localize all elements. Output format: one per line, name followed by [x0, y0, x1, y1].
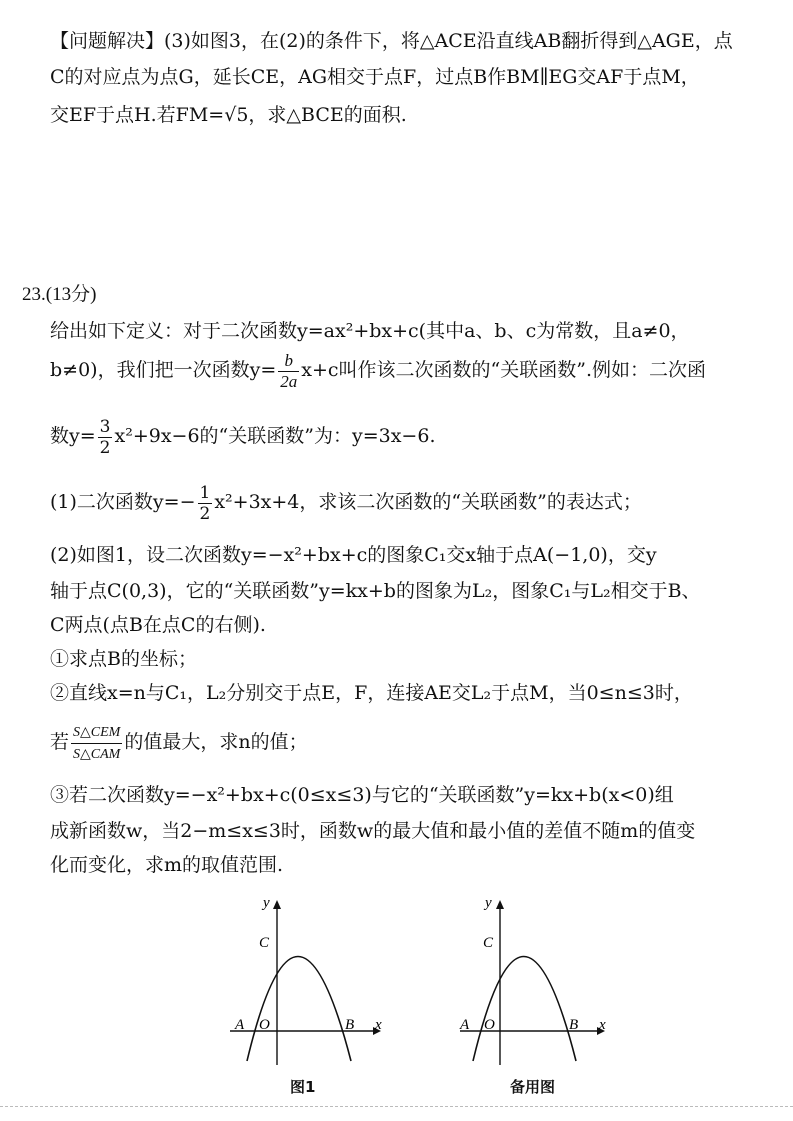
sub-question-2-line-2 [50, 716, 308, 768]
point-c-label: C [483, 935, 494, 951]
y-axis-label: y [263, 895, 270, 911]
definition-line-2 [50, 346, 706, 394]
part-2-line-2: 轴于点C(0,3)，它的“关联函数”y=kx+b的图象为L₂，图象C₁与L₂相交于B、 [50, 580, 701, 602]
definition-line-2-part-a: b≠0)，我们把一次函数y= [50, 359, 277, 381]
part-1-part-b: x²+3x+4，求该二次函数的“关联函数”的表达式； [214, 491, 642, 513]
point-b-label: B [345, 1017, 355, 1033]
sub-question-2-prefix: 若 [50, 731, 70, 753]
x-axis-label: x [599, 1017, 606, 1033]
fraction-denominator: 2a [280, 371, 298, 391]
fraction-area-ratio [71, 722, 122, 765]
fraction-numerator: b [284, 350, 293, 370]
point-a-label: A [460, 1017, 470, 1033]
definition-line-1: 给出如下定义：对于二次函数y=ax²+bx+c(其中a、b、c为常数，且a≠0， [50, 320, 690, 342]
sub-question-3-line-1: ③若二次函数y=−x²+bx+c(0≤x≤3)与它的“关联函数”y=kx+b(x<0)组 [50, 784, 674, 806]
figure-1-caption: 图1 [290, 1078, 316, 1096]
fraction-3-over-2 [98, 417, 113, 458]
fraction-numerator: S△CEM [73, 724, 121, 740]
point-a-label: A [235, 1017, 245, 1033]
y-axis-arrow [496, 900, 504, 909]
part-1-line [50, 478, 642, 526]
part-2-line-3: C两点(点B在点C的右侧). [50, 614, 266, 636]
fraction-numerator: 3 [99, 416, 111, 437]
question-23-header: 23.(13分) [22, 284, 97, 305]
sub-question-2-suffix: 的值最大，求n的值； [124, 731, 308, 753]
definition-line-3-part-b: x²+9x−6的“关联函数”为：y=3x−6. [114, 425, 436, 447]
origin-label: O [259, 1017, 270, 1033]
fraction-1-over-2 [198, 483, 213, 524]
problem-solving-line-2: C的对应点为点G，延长CE，AG相交于点F，过点B作BM∥EG交AF于点M， [50, 66, 700, 88]
sub-question-2-line-1: ②直线x=n与C₁，L₂分别交于点E，F，连接AE交L₂于点M，当0≤n≤3时， [50, 682, 693, 704]
y-axis-arrow [273, 900, 281, 909]
definition-line-3-part-a: 数y= [50, 425, 96, 447]
fraction-denominator: 2 [199, 503, 211, 524]
x-axis-label: x [375, 1017, 382, 1033]
problem-solving-line-1: 【问题解决】(3)如图3，在(2)的条件下，将△ACE沿直线AB翻折得到△AGE，点 [50, 30, 733, 52]
page-bottom-rule [0, 1106, 793, 1107]
fraction-denominator: S△CAM [71, 743, 122, 765]
parabola-curve [473, 957, 579, 1062]
figure-spare-graph [455, 895, 615, 1065]
sub-question-3-line-3: 化而变化，求m的取值范围. [50, 854, 284, 876]
fraction-denominator: 2 [99, 437, 111, 458]
sub-question-3-line-2: 成新函数w，当2−m≤x≤3时，函数w的最大值和最小值的差值不随m的值变 [50, 820, 696, 842]
figure-1-graph [225, 895, 385, 1065]
y-axis-label: y [485, 895, 492, 911]
part-1-part-a: (1)二次函数y=− [50, 491, 196, 513]
parabola-curve [247, 957, 351, 1062]
figure-spare-caption: 备用图 [510, 1078, 556, 1096]
fraction-numerator: 1 [199, 482, 211, 503]
sub-question-1: ①求点B的坐标； [50, 648, 197, 670]
point-b-label: B [569, 1017, 579, 1033]
fraction-b-over-2a [278, 351, 299, 392]
definition-line-3 [50, 412, 435, 460]
part-2-line-1: (2)如图1，设二次函数y=−x²+bx+c的图象C₁交x轴于点A(−1,0)，交y [50, 544, 657, 566]
origin-label: O [484, 1017, 495, 1033]
problem-solving-line-3: 交EF于点H.若FM=√5，求△BCE的面积. [50, 104, 407, 126]
definition-line-2-part-b: x+c叫作该二次函数的“关联函数”.例如：二次函 [301, 359, 706, 381]
point-c-label: C [259, 935, 270, 951]
